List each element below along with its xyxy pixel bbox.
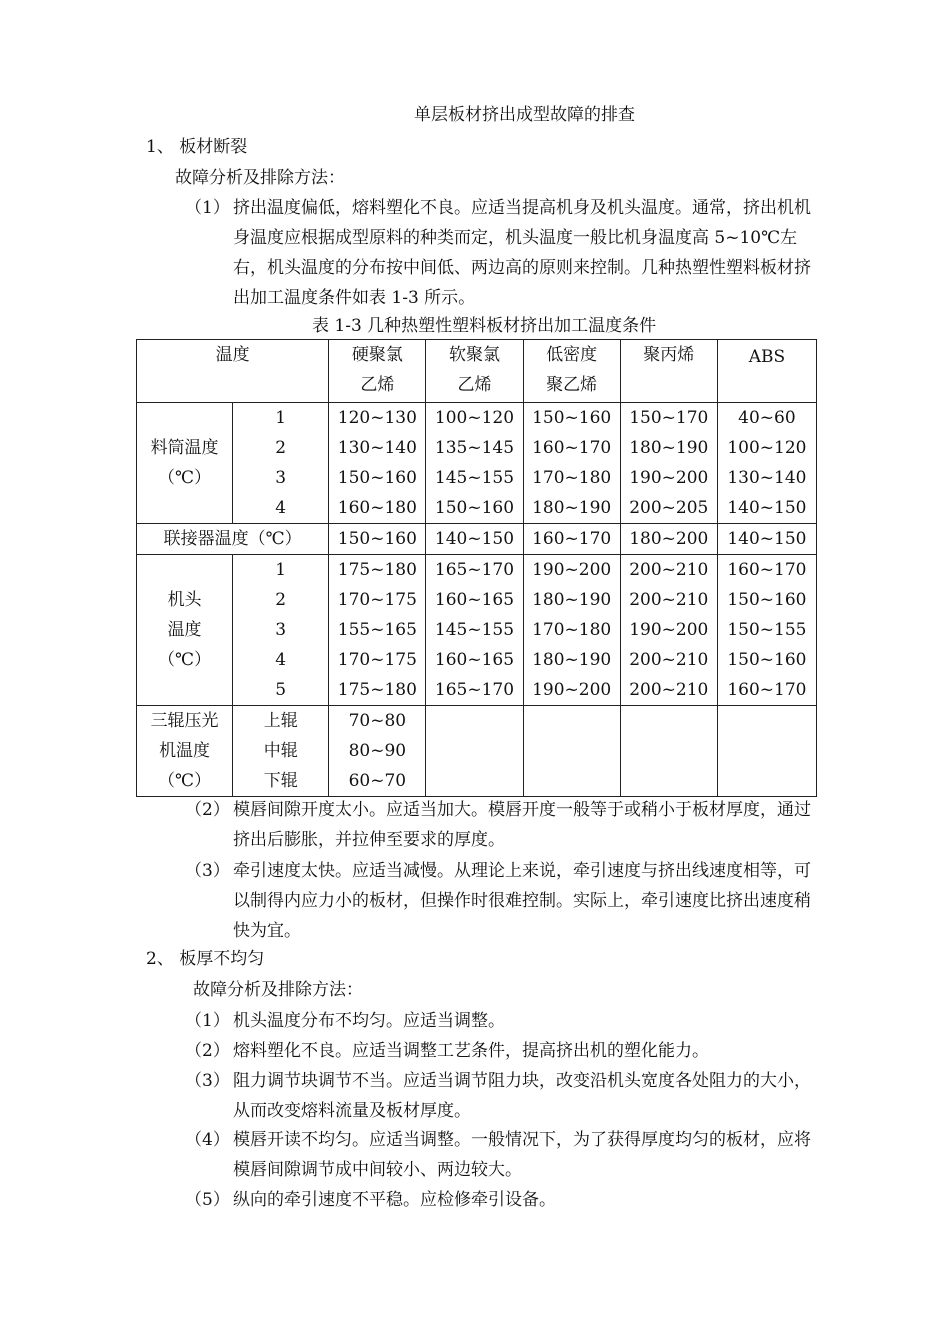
barrel-rigid-pvc: 120~130 130~140 150~160 160~180 [329,403,426,524]
s2-item2-text: 熔料塑化不良。应适当调整工艺条件，提高挤出机的塑化能力。 [233,1041,709,1061]
roller-zones: 上辊 中辊 下辊 [233,706,329,797]
s2-item1-text: 机头温度分布不均匀。应适当调整。 [233,1011,505,1031]
page-title: 单层板材挤出成型故障的排查 [414,105,635,125]
barrel-soft-pvc: 100~120 135~145 145~155 150~160 [426,403,523,524]
s1-item3-num: （3） [185,861,230,881]
roller-pp [620,706,717,797]
roller-abs [717,706,816,797]
roller-soft-pvc [426,706,523,797]
table-caption: 表 1-3 几种热塑性塑料板材挤出加工温度条件 [312,316,657,336]
section1-subheading: 故障分析及排除方法： [175,168,345,188]
s1-item2-text: 模唇间隙开度太小。应适当加大。模唇开度一般等于或稍小于板材厚度，通过挤出后膨胀，并拉伸至要求的厚度。 [233,800,811,850]
connector-abs: 140~150 [717,524,816,555]
head-label: 机头 温度 （℃） [137,555,233,706]
header-temperature-label: 温度 [137,340,329,403]
barrel-pp: 150~170 180~190 190~200 200~205 [620,403,717,524]
connector-label: 联接器温度（℃） [137,524,329,555]
roller-ldpe [523,706,620,797]
header-col-ldpe: 低密度 聚乙烯 [523,340,620,403]
s1-item1-text: 挤出温度偏低，熔料塑化不良。应适当提高机身及机头温度。通常，挤出机机身温度应根据成型原料的种类而定，机头温度一般比机身温度高 5~10℃左右，机头温度的分布按中间低、两边高的原则来控制。几种热塑性塑料板材挤出加工温度条件如表 1-3 所示。 [233,198,811,308]
head-abs: 160~170 150~160 150~155 150~160 160~170 [717,555,816,706]
header-col-soft-pvc: 软聚氯 乙烯 [426,340,523,403]
temperature-table [136,339,817,797]
section1-heading: 1、 板材断裂 [146,137,248,157]
s2-item3-text: 阻力调节块调节不当。应适当调节阻力块，改变沿机头宽度各处阻力的大小，从而改变熔料流量及板材厚度。 [233,1071,811,1121]
head-rigid-pvc: 175~180 170~175 155~165 170~175 175~180 [329,555,426,706]
s2-item1-num: （1） [185,1011,230,1031]
connector-soft-pvc: 140~150 [426,524,523,555]
s1-item2-num: （2） [185,800,230,820]
s2-item5-text: 纵向的牵引速度不平稳。应检修牵引设备。 [233,1190,556,1210]
header-col-abs: ABS [717,340,816,403]
section2-heading: 2、 板厚不均匀 [146,949,265,969]
connector-pp: 180~200 [620,524,717,555]
barrel-zones: 1 2 3 4 [233,403,329,524]
connector-rigid-pvc: 150~160 [329,524,426,555]
header-col-pp: 聚丙烯 [620,340,717,403]
head-ldpe: 190~200 180~190 170~180 180~190 190~200 [523,555,620,706]
connector-ldpe: 160~170 [523,524,620,555]
s2-item4-text: 模唇开读不均匀。应适当调整。一般情况下，为了获得厚度均匀的板材，应将模唇间隙调节成中间较小、两边较大。 [233,1130,811,1180]
header-col-rigid-pvc: 硬聚氯 乙烯 [329,340,426,403]
barrel-abs: 40~60 100~120 130~140 140~150 [717,403,816,524]
s2-item2-num: （2） [185,1041,230,1061]
s1-item1-num: （1） [185,198,230,218]
barrel-label: 料筒温度 （℃） [137,403,233,524]
s1-item3-text: 牵引速度太快。应适当减慢。从理论上来说，牵引速度与挤出线速度相等，可以制得内应力小的板材，但操作时很难控制。实际上，牵引速度比挤出速度稍快为宜。 [233,861,811,941]
head-zones: 1 2 3 4 5 [233,555,329,706]
barrel-ldpe: 150~160 160~170 170~180 180~190 [523,403,620,524]
s2-item5-num: （5） [185,1190,230,1210]
roller-label: 三辊压光 机温度 （℃） [137,706,233,797]
s2-item4-num: （4） [185,1130,230,1150]
section2-subheading: 故障分析及排除方法： [193,980,363,1000]
roller-rigid-pvc: 70~80 80~90 60~70 [329,706,426,797]
head-soft-pvc: 165~170 160~165 145~155 160~165 165~170 [426,555,523,706]
s2-item3-num: （3） [185,1071,230,1091]
head-pp: 200~210 200~210 190~200 200~210 200~210 [620,555,717,706]
